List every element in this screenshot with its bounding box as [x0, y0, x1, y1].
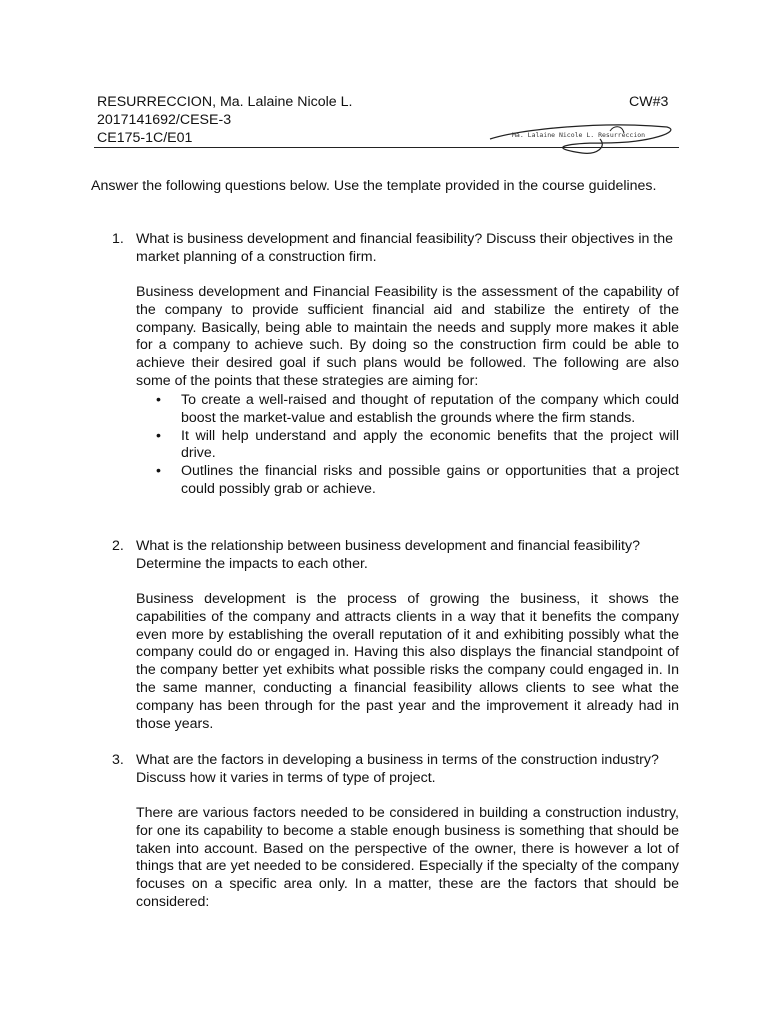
question-number: 2. [112, 538, 124, 554]
bullet-icon: • [156, 392, 161, 408]
question-text: What are the factors in developing a business in terms of the construction industry? Discuss how it varies in terms of type of project. [136, 752, 659, 786]
question-number: 3. [112, 752, 124, 768]
course-code: CE175-1C/E01 [97, 130, 193, 146]
student-name: RESURRECCION, Ma. Lalaine Nicole L. [97, 94, 353, 110]
signature-printed-name: Ma. Lalaine Nicole L. Resurreccion [512, 131, 646, 139]
list-item: • Outlines the financial risks and possible gains or opportunities that a project could possibly grab or achieve. [156, 463, 679, 497]
instructions: Answer the following questions below. Use the template provided in the course guidelines. [91, 178, 657, 194]
question-number: 1. [112, 231, 124, 247]
answer-3: There are various factors needed to be considered in building a construction industry, for one its capability to become a stable enough business is something that should be taken into account. Based on the perspective of the owner, there is however a lot of things that are yet needed to be considered. Especially if the specialty of the company focuses on a specific area only. In a matter, these are the factors that should be considered: [136, 805, 679, 910]
list-item: • It will help understand and apply the economic benefits that the project will drive. [156, 427, 679, 462]
student-id: 2017141692/CESE-3 [97, 112, 232, 128]
bullet-icon: • [156, 463, 161, 480]
answer-1-bullets [136, 392, 679, 499]
header-divider [94, 147, 679, 148]
list-item: • To create a well-raised and thought of reputation of the company which could boost the market-value and establish the grounds where the firm stands. [156, 392, 679, 426]
classwork-number: CW#3 [629, 94, 669, 110]
question-text: What is business development and financial feasibility? Discuss their objectives in the market planning of a construction firm. [136, 231, 674, 265]
answer-1: Business development and Financial Feasibility is the assessment of the capability of the company to provide sufficient financial aid and stabilize the entirety of the company. Basically, being able to maintain the needs and supply more makes it able for a company to achieve such. By doing so the construction firm could be able to achieve their desired goal if such plans would be followed. The following are also some of the points that these strategies are aiming for: [136, 284, 679, 389]
question-text: What is the relationship between business development and financial feasibility? Determine the impacts to each other. [136, 538, 640, 572]
bullet-icon: • [156, 427, 161, 444]
answer-2: Business development is the process of growing the business, it shows the capabilities of the company and attracts clients in a way that it benefits the company even more by establishing the overall reputation of it and exhibiting possibly what the company could do or engaged in. Having this also displays the financial standpoint of the company better yet exhibits what possible risks the company could engaged in. In the same manner, conducting a financial feasibility allows clients to see what the company has been through for the past year and the improvement it already had in those years. [136, 591, 679, 732]
signature [482, 117, 682, 157]
